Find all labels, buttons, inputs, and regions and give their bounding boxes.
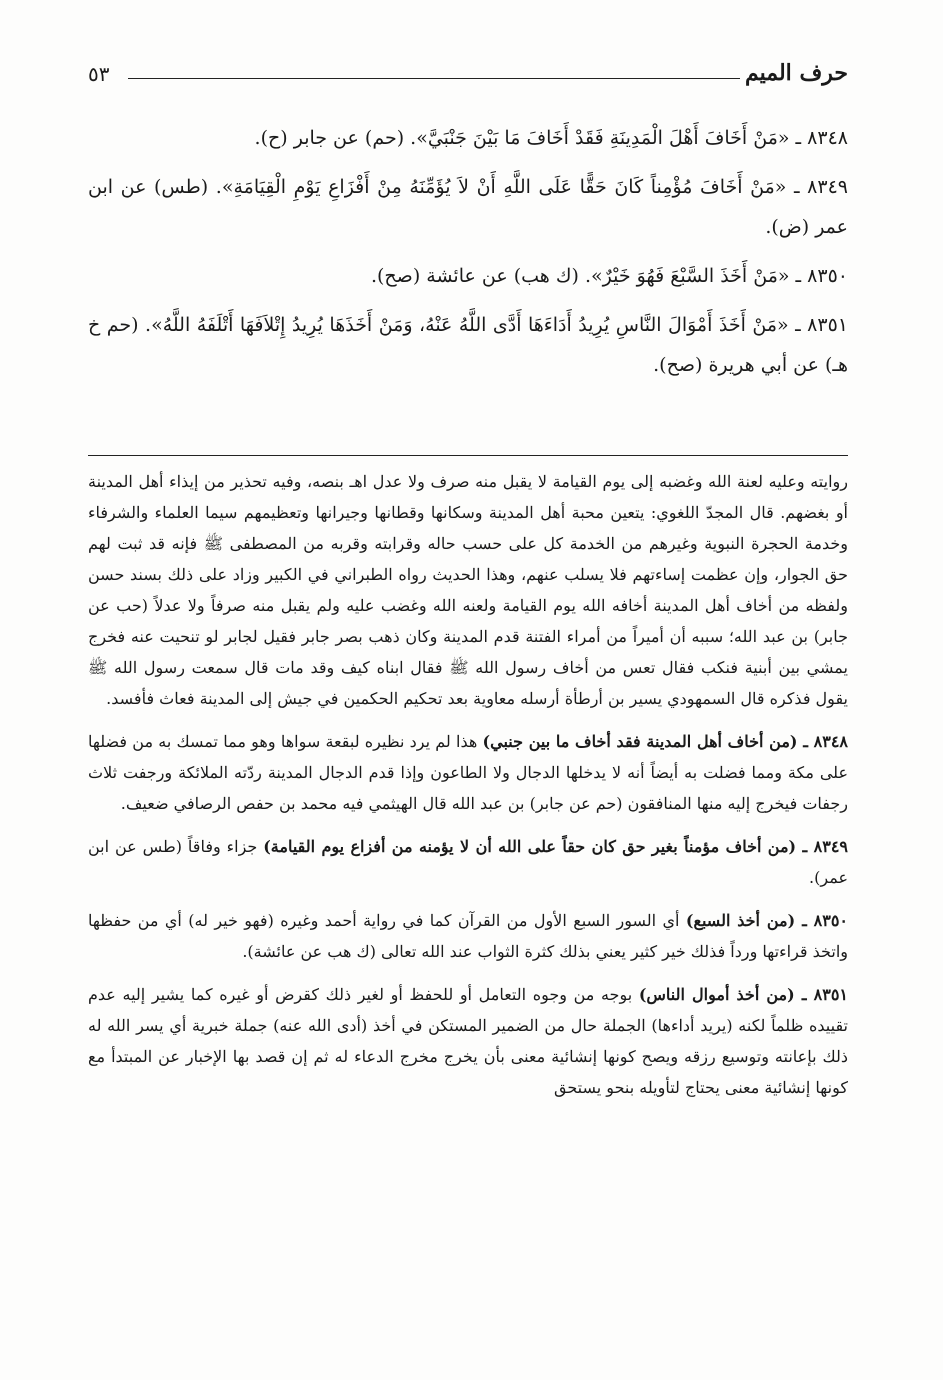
hadith-number: ٨٣٤٨ [807,127,848,149]
hadith-item: ٨٣٤٩ ـ «مَنْ أَخَافَ مُؤْمِناً كَانَ حَقًّا عَلَى اللَّهِ أَنْ لاَ يُؤَمِّنَهُ مِنْ أَفْزَاعِ يَوْمِ الْقِيَامَةِ». (طس) عن ابن عمر (ض). [88,176,848,238]
hadith-number: ٨٣٥٠ [807,265,848,287]
commentary-section [88,466,848,1115]
commentary-text: أي السور السبع الأول من القرآن كما في رواية أحمد وغيره (فهو خير له) أي من حفظها واتخذ قراءتها ورداً فذلك خير كثير يعني بذلك كثرة الثواب عند الله تعالى (ك هب عن عائشة). [88,911,848,961]
hadith-item: ٨٣٥١ ـ «مَنْ أَخَذَ أَمْوَالَ النَّاسِ يُرِيدُ أَدَاءَهَا أَدَّى اللَّهُ عَنْهُ، وَمَنْ أَخَذَهَا يُرِيدُ إِتْلاَفَهَا أَتْلَفَهُ اللَّهُ». (حم خ هـ) عن أبي هريرة (صح). [88,314,848,376]
hadith-item: ٨٣٥٠ ـ «مَنْ أَخَذَ السَّبْعَ فَهُوَ خَيْرٌ». (ك هب) عن عائشة (صح). [370,265,848,287]
commentary-lead: ٨٣٥١ ـ (من أخذ أموال الناس) [638,985,848,1004]
chapter-title: حرف الميم [744,60,848,86]
commentary-paragraph [88,831,848,893]
commentary-lead: ٨٣٥٠ ـ (من أخذ السبع) [685,911,849,930]
commentary-text: جزاء وفاقاً (طس عن ابن عمر). [88,837,848,887]
hadith-number: ٨٣٥١ [807,314,848,336]
page-header [88,60,848,96]
hadith-text: «مَنْ أَخَافَ أَهْلَ الْمَدِينَةِ فَقَدْ أَخَافَ مَا بَيْنَ جَنْبَيَّ». (حم) عن جابر (ح). [254,127,790,149]
page-number: ٥٣ [88,62,110,86]
commentary-paragraph [88,726,848,819]
commentary-lead: ٨٣٤٨ ـ (من أخاف أهل المدينة فقد أخاف ما بين جنبي) [482,732,848,751]
hadith-text: «مَنْ أَخَذَ أَمْوَالَ النَّاسِ يُرِيدُ أَدَاءَهَا أَدَّى اللَّهُ عَنْهُ، وَمَنْ أَخَذَهَا يُرِيدُ إِتْلاَفَهَا أَتْلَفَهُ اللَّهُ». (حم خ هـ) عن أبي هريرة (صح). [88,314,848,376]
hadith-text: «مَنْ أَخَذَ السَّبْعَ فَهُوَ خَيْرٌ». (ك هب) عن عائشة (صح). [370,265,790,287]
commentary-text: بوجه من وجوه التعامل أو للحفظ أو لغير ذلك كقرض أو غيره كما يشير إليه عدم تقييده ظلماً لكنه (يريد أداءها) الجملة حال من الضمير المستكن في أخذ (أدى الله عنه) جملة خبرية أي يسر الله له ذلك بإعانته وتوسيع رزقه ويصح كونها إنشائية معنى بأن يخرج مخرج الدعاء له ثم إن قصد بها الإخبار عن المبتدأ مع كونها إنشائية معنى يحتاج لتأويله بنحو يستحق [88,985,848,1097]
commentary-paragraph [88,979,848,1103]
commentary-text: روايته وعليه لعنة الله وغضبه إلى يوم القيامة لا يقبل منه صرف ولا عدل اهـ بنصه، وفيه تحذير من إيذاء أهل المدينة أو بغضهم. قال المجدّ اللغوي: يتعين محبة أهل المدينة وسكانها وقطانها وجيرانها وتعظيمهم سيما العلماء والشرفاء وخدمة الحجرة النبوية وغيرهم من الخدمة كل على حسب حاله وقرابته وقربه من المصطفى ﷺ فإنه قد ثبت لهم حق الجوار، وإن عظمت إساءتهم فلا يسلب عنهم، وهذا الحديث رواه الطبراني في الكبير وزاد على ذلك بسند حسن ولفظه من أخاف أهل المدينة أخافه الله يوم القيامة ولعنه الله وغضب عليه ولم يقبل منه صرفاً ولا عدلاً (حب عن جابر) بن عبد الله؛ سببه أن أميراً من أمراء الفتنة قدم المدينة وكان ذهب بصر جابر فقيل لجابر لو تنحيت عنه فخرج يمشي بين أبنية فنكب فقال تعس من أخاف رسول الله ﷺ فقال ابناه كيف وقد مات قال سمعت رسول الله ﷺ يقول فذكره قال السمهودي يسير بن أرطأة أرسله معاوية بعد تحكيم الحكمين في جيش إلى المدينة فعاث فأفسد. [88,472,849,708]
commentary-text: هذا لم يرد نظيره لبقعة سواها وهو مما تمسك به من فضلها على مكة ومما فضلت به أيضاً أنه لا يدخلها الدجال ولا الطاعون وإذا قدم الدجال المدينة ردّته الملائكة ورجفت ثلاث رجفات فيخرج إليه منها المنافقون (حم عن جابر) بن عبد الله قال الهيثمي فيه محمد بن حفص الرصافي ضعيف. [88,732,849,813]
commentary-lead: ٨٣٤٩ ـ (من أخاف مؤمناً بغير حق كان حقاً على الله أن لا يؤمنه من أفزاع يوم القيامة) [263,837,848,856]
footnote-separator [88,455,848,456]
commentary-paragraph [88,905,848,967]
hadith-list [88,118,848,394]
header-rule [128,78,740,79]
hadith-number: ٨٣٤٩ [807,176,848,198]
commentary-paragraph [88,466,848,714]
hadith-text: «مَنْ أَخَافَ مُؤْمِناً كَانَ حَقًّا عَلَى اللَّهِ أَنْ لاَ يُؤَمِّنَهُ مِنْ أَفْزَاعِ يَوْمِ الْقِيَامَةِ». (طس) عن ابن عمر (ض). [88,176,848,238]
hadith-item: ٨٣٤٨ ـ «مَنْ أَخَافَ أَهْلَ الْمَدِينَةِ فَقَدْ أَخَافَ مَا بَيْنَ جَنْبَيَّ». (حم) عن جابر (ح). [254,127,848,149]
